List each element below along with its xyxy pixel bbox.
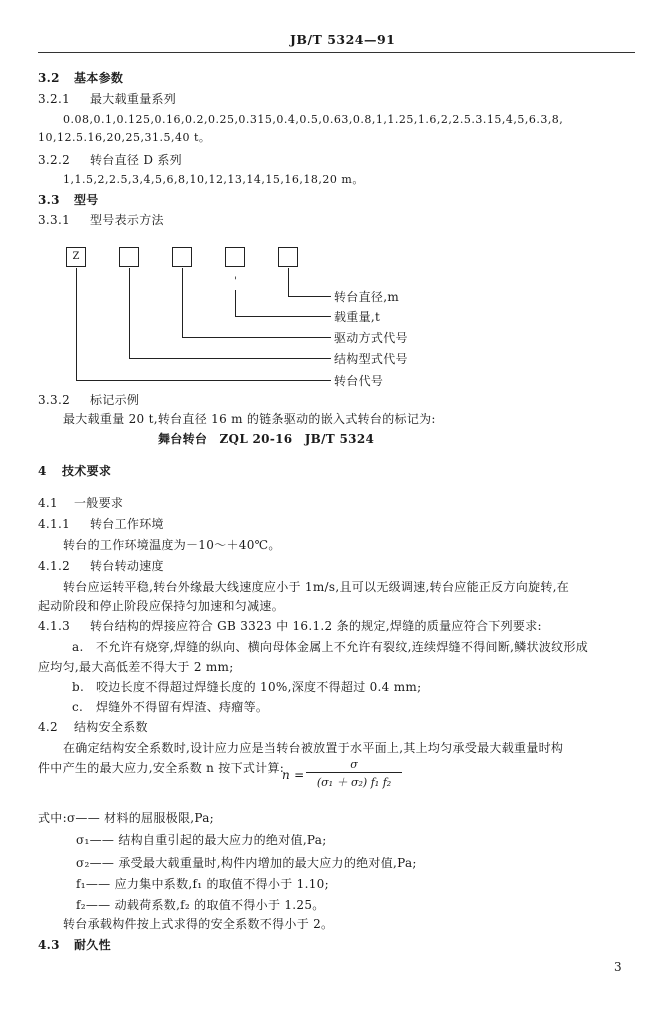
formula-numerator: σ [306, 758, 402, 773]
section-number: 4.1.1 [38, 517, 71, 531]
where-item: σ₁—— 结构自重引起的最大应力的绝对值,Pa; [76, 833, 327, 847]
paragraph-line: 件中产生的最大应力,安全系数 n 按下式计算: [38, 761, 285, 775]
page-number: 3 [614, 960, 622, 974]
turntable-code-box: Z [66, 247, 86, 267]
formula-fraction [306, 758, 402, 790]
section-title: 结构安全系数 [74, 720, 148, 734]
section-title: 一般要求 [74, 496, 124, 510]
where-item: 式中:σ—— 材料的屈服极限,Pa; [38, 811, 214, 825]
leader-line [182, 268, 183, 338]
section-title: 标记示例 [90, 393, 140, 407]
label-structure-type: 结构型式代号 [334, 352, 408, 366]
section-number: 4 [38, 464, 47, 478]
where-item: f₂—— 动载荷系数,f₂ 的取值不得小于 1.25。 [76, 898, 325, 912]
section-number: 4.2 [38, 720, 58, 734]
section-number: 4.3 [38, 938, 60, 952]
section-number: 4.1.3 [38, 619, 71, 633]
formula-lhs: n = [282, 768, 305, 782]
list-item-text: 不允许有烧穿,焊缝的纵向、横向母体金属上不允许有裂纹,连续焊缝不得间断,鳞状波纹形成 [96, 640, 589, 654]
leader-line [235, 290, 236, 317]
where-item: f₁—— 应力集中系数,f₁ 的取值不得小于 1.10; [76, 877, 329, 891]
paragraph-line: 转台应运转平稳,转台外缘最大线速度应小于 1m/s,且可以无级调速,转台应能正反方向旋转,在 [63, 580, 570, 594]
section-title: 转台直径 D 系列 [90, 153, 182, 167]
diameter-series-line: 1,1.5,2,2.5,3,4,5,6,8,10,12,13,14,15,16,18,20 m。 [63, 173, 364, 186]
section-title: 型号表示方法 [90, 213, 164, 227]
load-box [225, 247, 245, 267]
section-number: 3.2.2 [38, 153, 71, 167]
section-number: 3.3.2 [38, 393, 71, 407]
leader-line [129, 358, 331, 359]
paragraph-line: 在确定结构安全系数时,设计应力应是当转台被放置于水平面上,其上均匀承受最大载重量时构 [63, 741, 564, 755]
list-item-text: 咬边长度不得超过焊缝长度的 10%,深度不得超过 0.4 mm; [96, 680, 422, 694]
paragraph-line: 最大载重量 20 t,转台直径 16 m 的链条驱动的嵌入式转台的标记为: [63, 412, 436, 426]
where-item: σ₂—— 承受最大载重量时,构件内增加的最大应力的绝对值,Pa; [76, 856, 417, 870]
document-header: JB/T 5324—91 [290, 32, 396, 47]
structure-type-box [119, 247, 139, 267]
marking-example: 舞台转台 ZQL 20-16 JB/T 5324 [158, 432, 375, 446]
leader-line [76, 268, 77, 381]
list-item-text: 应均匀,最大高低差不得大于 2 mm; [38, 660, 234, 674]
formula-denominator: (σ₁ ＋ σ₂) f₁ f₂ [316, 776, 392, 789]
leader-line [288, 296, 331, 297]
leader-line [129, 268, 130, 359]
paragraph-line: 起动阶段和停止阶段应保持匀加速和匀减速。 [38, 599, 285, 613]
section-number: 3.3.1 [38, 213, 71, 227]
section-number: 3.2 [38, 71, 60, 85]
paragraph-line: 转台的工作环境温度为－10～＋40℃。 [63, 538, 281, 552]
drive-mode-box [172, 247, 192, 267]
leader-line [182, 337, 331, 338]
load-series-line: 0.08,0.1,0.125,0.16,0.2,0.25,0.315,0.4,0.5,0.63,0.8,1,1.25,1.6,2,2.5.3.15,4,5,6.3,8, [63, 113, 564, 126]
section-title: 基本参数 [74, 71, 124, 85]
paragraph-line: 转台承载构件按上式求得的安全系数不得小于 2。 [63, 917, 334, 931]
section-number: 4.1 [38, 496, 58, 510]
tick-mark: ' [234, 276, 238, 287]
section-title: 转台工作环境 [90, 517, 164, 531]
section-number: 3.2.1 [38, 92, 71, 106]
header-rule [38, 52, 635, 53]
label-turntable-code: 转台代号 [334, 374, 384, 388]
label-diameter: 转台直径,m [334, 290, 399, 304]
list-item-label: a. [72, 640, 84, 654]
section-title: 技术要求 [62, 464, 112, 478]
diameter-box [278, 247, 298, 267]
leader-line [235, 316, 331, 317]
list-item-label: b. [72, 680, 85, 694]
list-item-text: 焊缝外不得留有焊渣、痔瘤等。 [96, 700, 269, 714]
leader-line [76, 380, 331, 381]
section-title: 型号 [74, 193, 99, 207]
leader-line [288, 268, 289, 297]
section-number: 3.3 [38, 193, 60, 207]
list-item-label: c. [72, 700, 84, 714]
section-number: 4.1.2 [38, 559, 71, 573]
paragraph-line: 转台结构的焊接应符合 GB 3323 中 16.1.2 条的规定,焊缝的质量应符合下列要求: [90, 619, 542, 633]
label-drive-mode: 驱动方式代号 [334, 331, 408, 345]
load-series-line: 10,12.5.16,20,25,31.5,40 t。 [38, 131, 211, 144]
section-title: 转台转动速度 [90, 559, 164, 573]
label-load: 载重量,t [334, 310, 381, 324]
section-title: 耐久性 [74, 938, 111, 952]
section-title: 最大载重量系列 [90, 92, 177, 106]
